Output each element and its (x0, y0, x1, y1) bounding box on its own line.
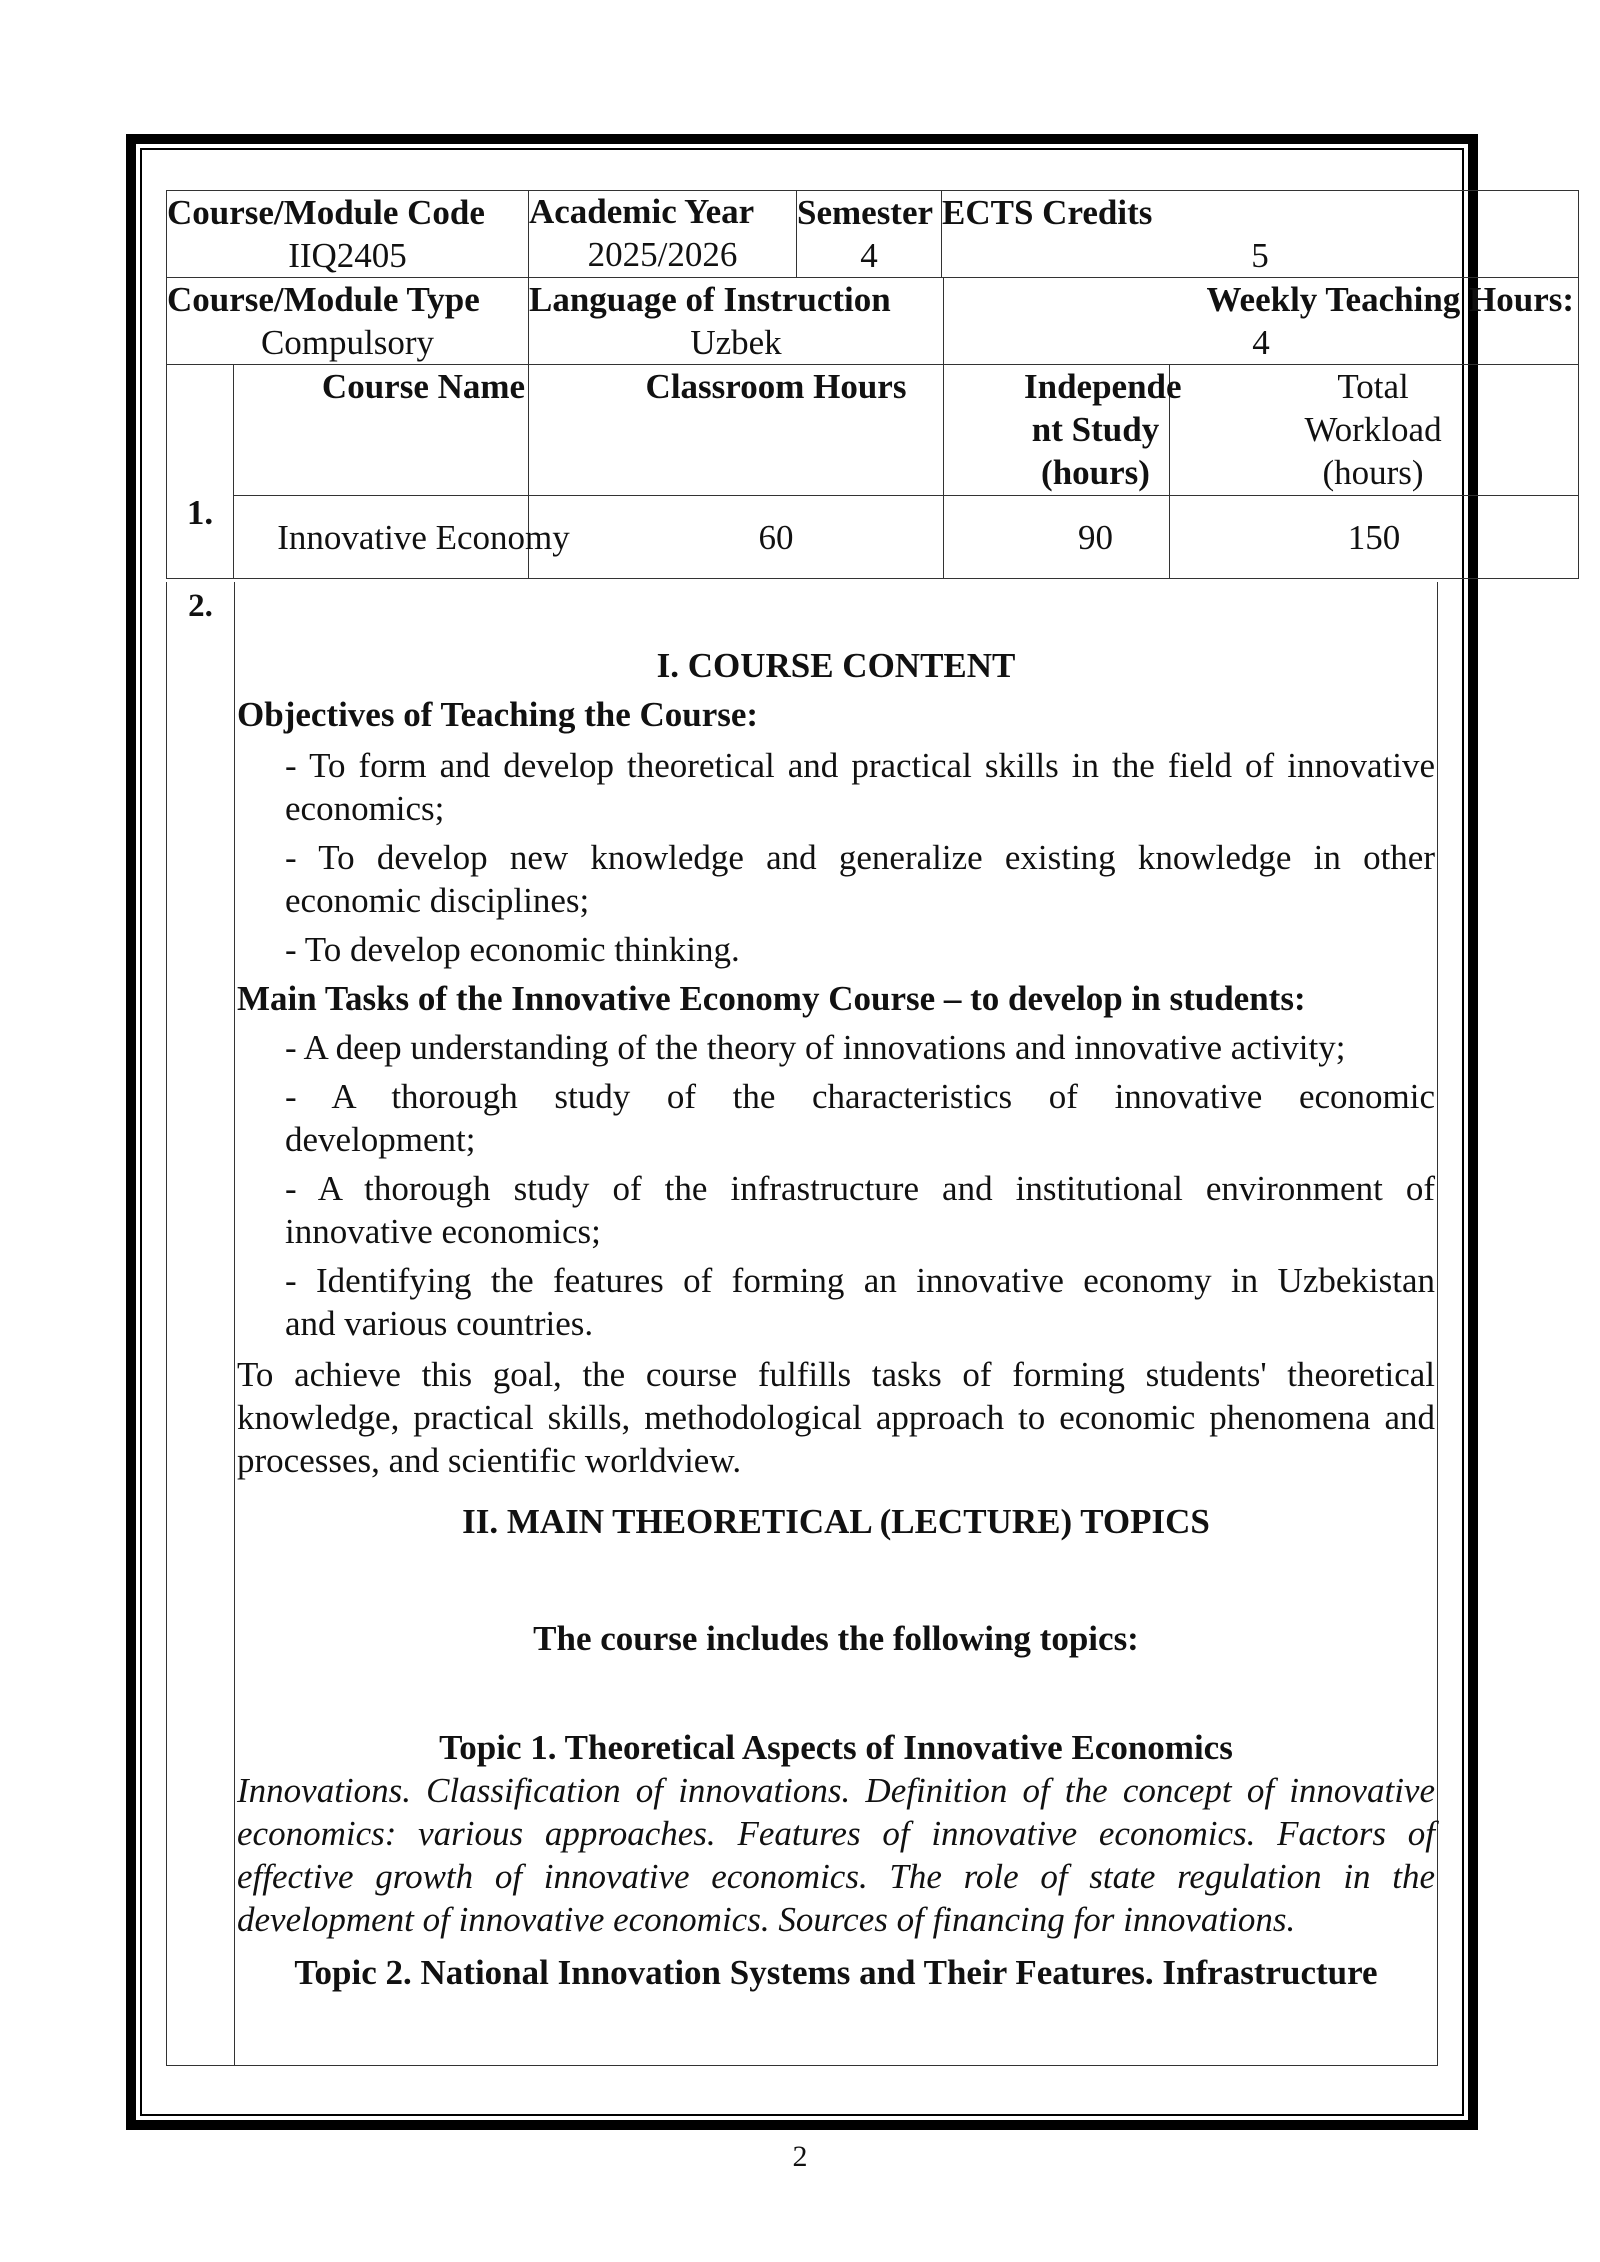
section2-title: II. MAIN THEORETICAL (LECTURE) TOPICS (462, 1502, 1210, 1541)
topics-intro: The course includes the following topics: (533, 1619, 1139, 1658)
code-label: Course/Module Code (167, 193, 485, 232)
task-4-line2: and various countries. (285, 1304, 594, 1343)
semester-label: Semester (797, 193, 934, 232)
task-4-line1: - Identifying the features of forming an innovative economy in Uzbekistan (285, 1261, 1435, 1300)
objective-2-line2: economic disciplines; (285, 881, 590, 920)
row-number-1: 1. (167, 365, 234, 579)
goal-paragraph: To achieve this goal, the course fulfills tasks of forming students' theoretical knowledge, practical skills, methodological approach to economic phenomena and processes, and scientific worldview. (237, 1355, 1435, 1480)
topic2-title: Topic 2. National Innovation Systems and Their Features. Infrastructure (294, 1953, 1378, 1992)
independent-study-value: 90 (944, 496, 1170, 579)
objective-1-line2: economics; (285, 789, 445, 828)
weekly-value: 4 (1252, 323, 1270, 362)
objectives-heading: Objectives of Teaching the Course: (237, 695, 759, 734)
course-info-table (166, 190, 1579, 579)
year-value: 2025/2026 (587, 235, 738, 274)
objective-2-line1: - To develop new knowledge and generalize existing knowledge in other (285, 838, 1435, 877)
section1-title: I. COURSE CONTENT (656, 646, 1016, 685)
ects-label: ECTS Credits (942, 193, 1153, 232)
type-label: Course/Module Type (167, 280, 480, 319)
weekly-label: Weekly Teaching Hours: (1206, 280, 1575, 319)
row-number-2: 2. (188, 588, 213, 624)
total-workload-header: Total Workload (hours) (1170, 365, 1579, 496)
task-1: - A deep understanding of the theory of innovations and innovative activity; (285, 1028, 1346, 1067)
language-label: Language of Instruction (529, 280, 891, 319)
objective-1-line1: - To form and develop theoretical and practical skills in the field of innovative (285, 746, 1435, 785)
topic1-title: Topic 1. Theoretical Aspects of Innovative Economics (439, 1728, 1233, 1767)
course-content (237, 582, 1435, 1994)
topic1-text: Innovations. Classification of innovations. Definition of the concept of innovative economics: various approaches. Features of innovative economics. Factors of effective growth of innovative economics. The role of state regulation in the development of innovative economics. Sources of financing for innovations. (237, 1771, 1435, 1939)
classroom-hours-header: Classroom Hours (529, 365, 944, 496)
language-value: Uzbek (690, 323, 782, 362)
year-label: Academic Year (529, 192, 755, 231)
type-cell (167, 278, 529, 365)
independent-study-header: Independe nt Study (hours) (944, 365, 1170, 496)
weekly-cell (944, 278, 1579, 365)
task-2-line2: development; (285, 1120, 476, 1159)
page-number: 2 (792, 2140, 808, 2173)
task-3-line1: - A thorough study of the infrastructure and institutional environment of (285, 1169, 1435, 1208)
task-3-line2: innovative economics; (285, 1212, 601, 1251)
code-cell (167, 191, 529, 278)
type-value: Compulsory (260, 323, 435, 362)
semester-value: 4 (860, 236, 878, 275)
column-divider (234, 582, 235, 2065)
task-2-line1: - A thorough study of the characteristics of innovative economic (285, 1077, 1435, 1116)
ects-value: 5 (1251, 236, 1269, 275)
course-content-section (166, 582, 1438, 2066)
objective-3: - To develop economic thinking. (285, 930, 740, 969)
course-name-value: Innovative Economy (234, 496, 529, 579)
ects-cell (942, 191, 1579, 278)
year-cell (529, 191, 942, 278)
language-cell (529, 278, 944, 365)
code-value: IIQ2405 (288, 236, 407, 275)
classroom-hours-value: 60 (529, 496, 944, 579)
course-name-header: Course Name (234, 365, 529, 496)
total-workload-value: 150 (1170, 496, 1579, 579)
tasks-heading: Main Tasks of the Innovative Economy Course – to develop in students: (237, 979, 1306, 1018)
